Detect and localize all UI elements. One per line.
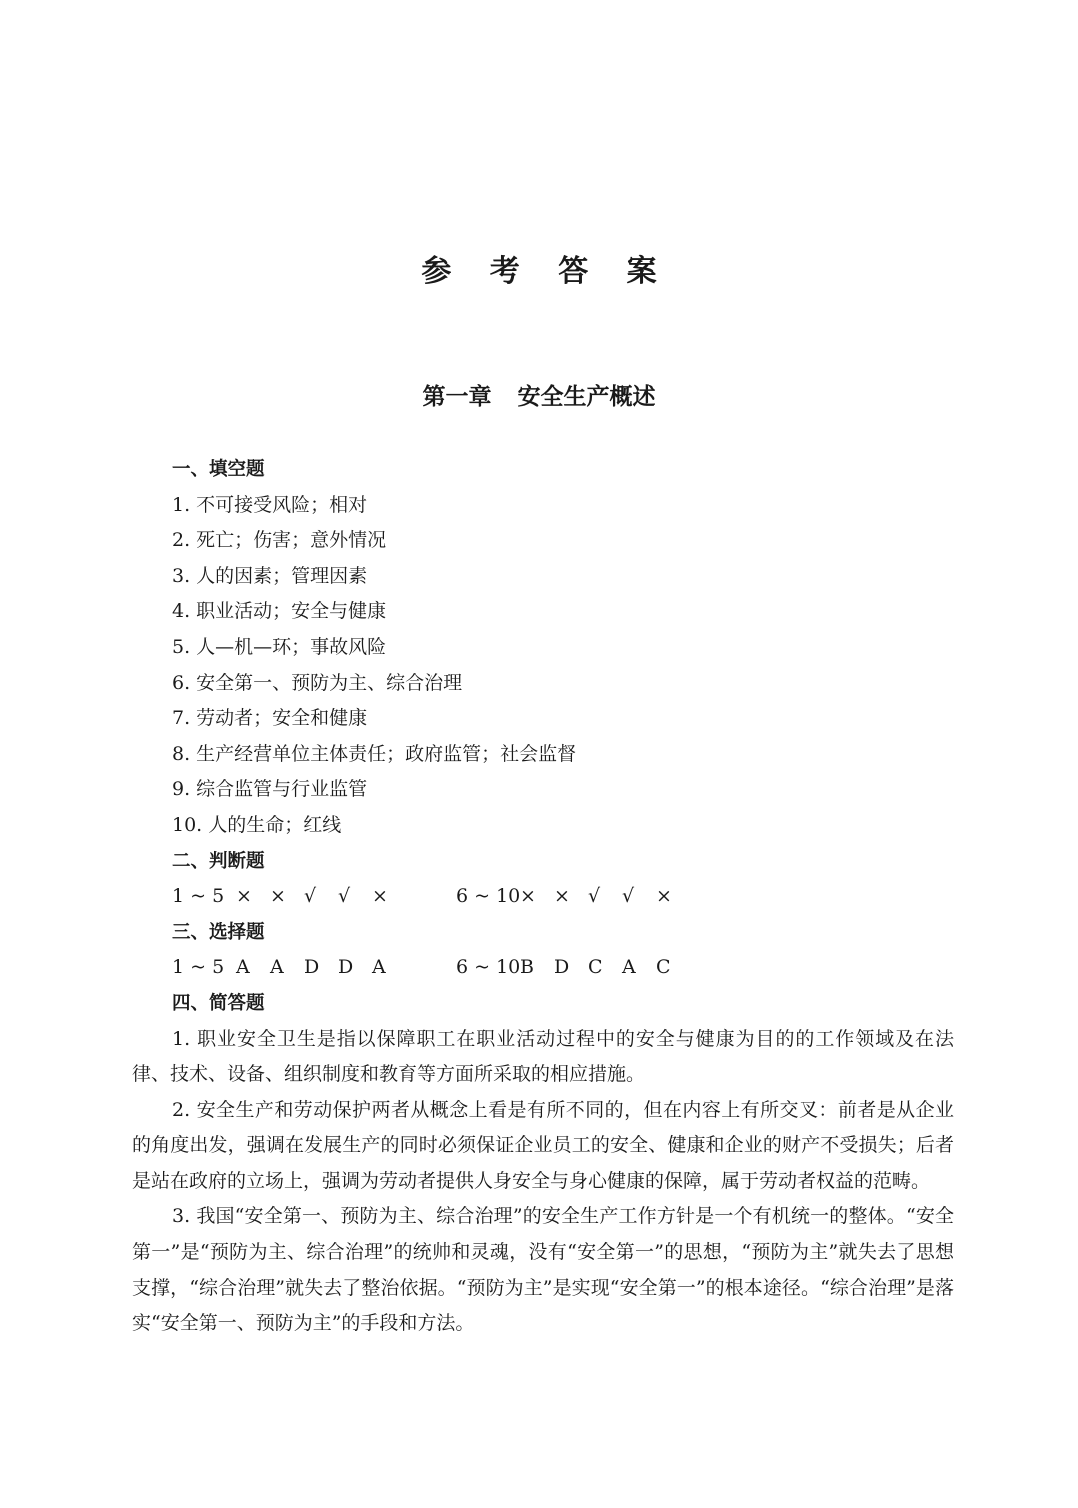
answer-mark: C [588,956,603,979]
answer-mark: √ [338,885,351,908]
section-heading-true-false: 二、判断题 [172,850,265,872]
answer-mark: √ [304,885,317,908]
answer-mark: D [338,956,354,979]
section-heading-multiple-choice: 三、选择题 [172,921,265,943]
multiple-choice-answers [132,950,954,986]
list-item: 8. 生产经营单位主体责任；政府监管；社会监督 [172,742,577,765]
true-false-answers [132,879,954,915]
chapter-number: 第一章 [422,384,492,410]
section-heading-fill-blank: 一、填空题 [172,459,265,480]
range-label: 1 ~ 5 [172,956,225,979]
answer-mark: A [270,956,284,979]
answer-mark: × [270,885,286,908]
section-heading-short-answer: 四、简答题 [172,992,265,1014]
answer-mark: D [304,956,320,979]
chapter-name: 安全生产概述 [517,384,656,410]
list-item: 2. 死亡；伤害；意外情况 [172,529,387,552]
answer-mark: √ [622,885,635,908]
answer-mark: A [372,956,386,979]
answer-paragraph: 1. 职业安全卫生是指以保障职工在职业活动过程中的安全与健康为目的的工作领域及在法律、技术、设备、组织制度和教育等方面所采取的相应措施。 [132,1027,954,1086]
answer-paragraph: 2. 安全生产和劳动保护两者从概念上看是有所不同的，但在内容上有所交叉：前者是从企业的角度出发，强调在发展生产的同时必须保证企业员工的安全、健康和企业的财产不受损失；后者是站在政府的立场上，强调为劳动者提供人身安全与身心健康的保障，属于劳动者权益的范畴。 [132,1098,954,1192]
fill-blank-list [132,488,954,844]
page-title: 参 考 答 案 [421,254,671,289]
answer-mark: × [656,885,672,908]
list-item: 7. 劳动者；安全和健康 [172,707,368,730]
answer-mark: C [656,956,671,979]
answer-mark: × [372,885,388,908]
list-item: 10. 人的生命；红线 [172,813,342,836]
range-label: 6 ~ 10 [456,956,521,979]
range-label: 6 ~ 10 [456,885,521,908]
answer-mark: A [622,956,636,979]
answers-content [132,452,954,1342]
answer-mark: √ [588,885,601,908]
answer-mark: × [520,885,536,908]
answer-paragraph: 3. 我国“安全第一、预防为主、综合治理”的安全生产工作方针是一个有机统一的整体。“安全第一”是“预防为主、综合治理”的统帅和灵魂，没有“安全第一”的思想，“预防为主”就失去了思想支撑，“综合治理”就失去了整治依据。“预防为主”是实现“安全第一”的根本途径。“综合治理”是落实“安全第一、预防为主”的手段和方法。 [132,1205,954,1335]
list-item: 3. 人的因素；管理因素 [172,564,368,587]
answer-mark: × [236,885,252,908]
answer-mark: × [554,885,570,908]
answer-mark: B [520,956,534,979]
list-item: 9. 综合监管与行业监管 [172,778,368,801]
answer-mark: D [554,956,570,979]
list-item: 5. 人—机—环；事故风险 [172,635,387,658]
answer-mark: A [236,956,250,979]
list-item: 6. 安全第一、预防为主、综合治理 [172,671,463,694]
range-label: 1 ~ 5 [172,885,225,908]
chapter-title [0,378,1078,411]
list-item: 4. 职业活动；安全与健康 [172,600,387,623]
list-item: 1. 不可接受风险；相对 [172,493,368,516]
